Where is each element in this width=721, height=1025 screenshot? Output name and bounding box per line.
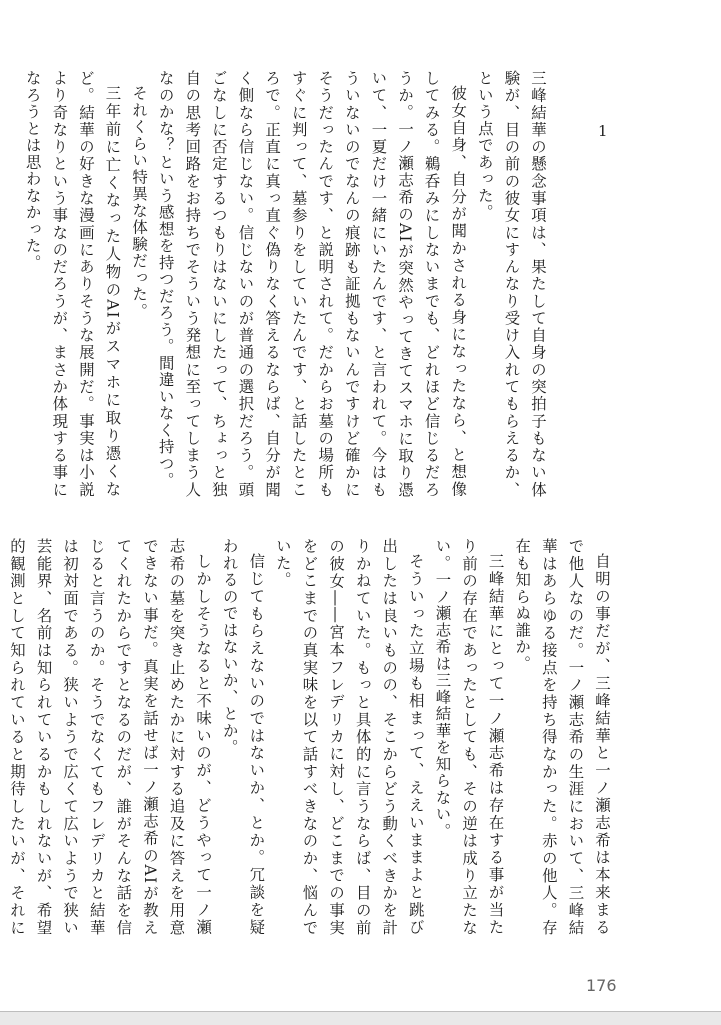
paragraph: 自明の事だが、三峰結華と一ノ瀬志希は本来まるで他人なのだ。一ノ瀬志希の生涯において、三峰結華はあらゆる接点を持ち得なかった。赤の他人。存在も知らぬ誰か。: [513, 538, 611, 936]
paragraph: そういった立場も相まって、ええいままよと跳び出したは良いものの、そこからどう動くべきかを計りかねていた。もっと具体的に言うならば、目の前の彼女――宮本フレデリカに対し、どこまでの事実をどこまでの真実味を以て話すべきなのか、悩んでいた。: [273, 538, 425, 936]
page-number: 176: [586, 976, 617, 995]
paragraph: しかしそうなると不味いのが、どうやって一ノ瀬志希の墓を突き止めたかに対する追及に答えを用意できない事だ。真実を話せば一ノ瀬志希のAIが教えてくれたからですとなるのだが、誰がそんな話を信じると言うのか。そうでなくてもフレデリカと結華は初対面である。狭いようで広くて広いようで狭い芸能界、名前は知られているかもしれないが、希望的観測として知られていると期待したいが、それに: [7, 538, 213, 936]
chapter-number: 1: [598, 122, 608, 140]
paragraph: 三峰結華の懸念事項は、果たして自身の突拍子もない体験が、目の前の彼女にすんなり受け入れてもらえるか、という点であった。: [475, 70, 547, 498]
paragraph: 彼女自身、自分が聞かされる身になったなら、と想像してみる。鵜呑みにしないまでも、どれほど信じるだろうか。一ノ瀬志希のAIが突然やってきてスマホに取り憑いて、一夏だけ一緒にいたんです、と言われて。今はもういないのでなんの痕跡も証拠もないんですけど確かにそうだったんです、と説明されて。だからお墓の場所もすぐに判って、墓参りをしていたんです、と話したところで。正直に真っ直ぐ偽りなく答えるならば、自分が聞く側なら信じない。信じないのが普通の選択だろう。頭ごなしに否定するつもりはないにしたって、ちょっと独自の思考回路をお持ちでそういう発想に至ってしまう人なのかな？という感想を持つだろう。間違いなく持つ。: [156, 70, 468, 498]
paragraph: 三年前に亡くなった人物のAIがスマホに取り憑くなど。結華の好きな漫画にありそうな展開だ。事実は小説より奇なりという事なのだろうが、まさか体現する事になろうとは思わなかった。: [23, 70, 122, 498]
lower-text-block: [7, 538, 615, 936]
paragraph: 三峰結華にとって一ノ瀬志希は存在する事が当たり前の存在であったとしても、その逆は成り立たない。一ノ瀬志希は三峰結華を知らない。: [433, 538, 505, 936]
paragraph: 信じてもらえないのではないか、とか。冗談を疑われるのではないか、とか。: [220, 538, 266, 936]
paragraph: それくらい特異な体験だった。: [130, 85, 149, 320]
page-bottom-edge: [0, 1011, 721, 1025]
upper-text-block: [23, 70, 551, 498]
